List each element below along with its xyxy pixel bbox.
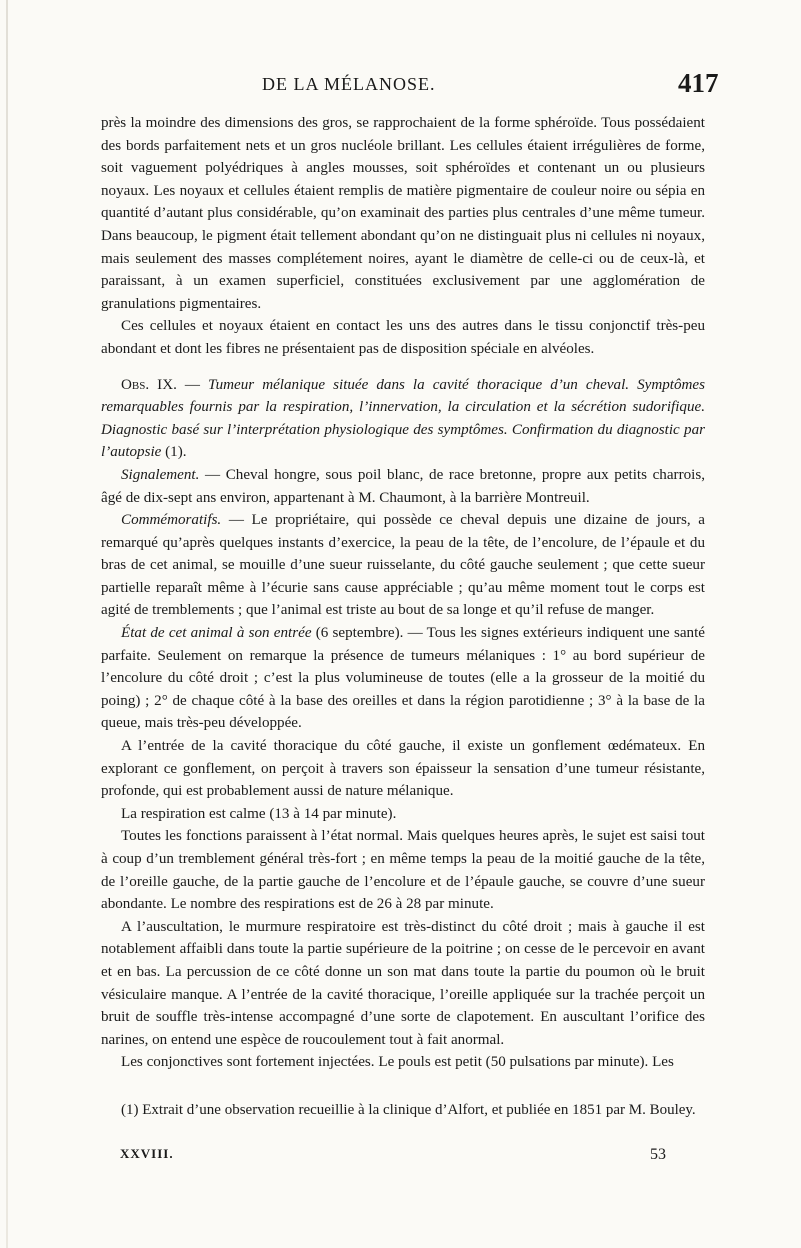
signalement-label: Signalement. [121,466,200,483]
paragraph-commemoratifs [101,509,705,622]
page-header [0,68,801,104]
running-title: DE LA MÉLANOSE. [262,74,436,94]
commemoratifs-text: — Le propriétaire, qui possède ce cheval depuis une dizaine de jours, a remarqué qu’après quelques instants d’exercice, la peau de la tête, de l’encolure, de l’épaule et du bras de cet animal, se mouille d’une sueur ruisselante, du côté gauche seulement ; que cette sueur partielle reparaît même à l’écurie sans cause appréciable ; qu’au même moment tout le corps est agité de tremblements ; que l’animal est triste au bout de sa longe et qu’il refuse de manger. [101,512,705,619]
paragraph-auscultation: A l’auscultation, le murmure respiratoire est très-distinct du côté droit ; mais à gauche il est notablement affaibli dans toute la partie supérieure de la poitrine ; on cesse de le percevoir en avant et en bas. La percussion de ce côté donne un son mat dans toute la partie du poumon où le bruit vésiculaire manque. A l’entrée de la cavité thoracique, l’oreille appliquée sur la trachée perçoit un bruit de souffle très-intense accompagné d’une sorte de clapotement. En auscultant l’orifice des narines, on entend une espèce de roucoulement tout à fait anormal. [101,918,705,1048]
footnote-1: (1) Extrait d’une observation recueillie à la clinique d’Alfort, et publiée en 1851 par M. Bouley. [121,1102,696,1118]
scan-edge [6,0,8,1248]
footnote-reference: (1). [161,444,187,461]
paragraph-continuation: près la moindre des dimensions des gros, se rapprochaient de la forme sphéroïde. Tous possédaient des bords parfaitement nets et un gros nucléole brillant. Les cellules étaient irrégulières de forme, soit vaguement polyédriques à angles mousses, soit sphéroïdes et contenant un ou plusieurs noyaux. Les noyaux et cellules étaient remplis de matière pigmentaire de couleur noire ou sépia en quantité d’autant plus considérable, qu’on examinait des parties plus centrales d’une même tumeur. Dans beaucoup, le pigment était tellement abondant qu’on ne distinguait plus ni cellules ni noyaux, mais seulement des masses complétement noires, ayant le diamètre de celle-ci ou de ceux-là, et paraissant, à un examen superficiel, constituées exclusivement par une agglomération de granulations pigmentaires. [101,115,705,312]
paragraph-signalement [101,464,705,509]
footnotes [101,1099,705,1121]
paragraph-conjonctives: Les conjonctives sont fortement injectées. Le pouls est petit (50 pulsations par minute). Les [121,1054,674,1071]
paragraph-respiration: La respiration est calme (13 à 14 par minute). [121,805,397,822]
commemoratifs-label: Commémoratifs. [121,512,222,529]
page-number: 417 [678,68,719,98]
sheet-number: 53 [650,1146,666,1163]
printer-signature: XXVIII. [120,1146,174,1161]
paragraph-etat [101,622,705,735]
observation-title: Tumeur mélanique située dans la cavité thoracique d’un cheval. Symptômes remarquables fournis par la respiration, l’innervation, la circulation et la sécrétion sudorifique. Diagnostic basé sur l’interprétation physiologique des symptômes. Confirmation du diagnostic par l’autopsie [101,376,705,461]
etat-label: État de cet animal à son entrée [121,625,312,642]
etat-text: (6 septembre). — Tous les signes extérieurs indiquent une santé parfaite. Seulement on remarque la présence de tumeurs mélaniques : 1° au bord supérieur de l’encolure du côté droit ; c’est la plus volumineuse de toutes (elle a la grosseur de la moitié du poing) ; 2° de chaque côté à la base des oreilles et dans la région parotidienne ; 3° à la base de la queue, mais très-peu développée. [101,625,705,732]
signalement-text: — Cheval hongre, sous poil blanc, de race bretonne, propre aux petits charrois, âgé de dix-sept ans environ, appartenant à M. Chaumont, à la barrière Montreuil. [101,466,705,506]
observation-dash: — [176,376,209,393]
paragraph-fonctions: Toutes les fonctions paraissent à l’état normal. Mais quelques heures après, le sujet est saisi tout à coup d’un tremblement général très-fort ; en même temps la peau de la moitié gauche de la tête, de l’oreille gauche, de la partie gauche de l’encolure et de l’épaule gauche, se couvre d’une sueur abondante. Le nombre des respirations est de 26 à 28 par minute. [101,828,705,913]
observation-heading [101,374,705,464]
paragraph-entree-thorax: A l’entrée de la cavité thoracique du côté gauche, il existe un gonflement œdémateux. En explorant ce gonflement, on perçoit à travers son épaisseur la sensation d’une tumeur résistante, profonde, qui est probablement aussi de nature mélanique. [101,738,705,800]
paragraph-cells-nuclei: Ces cellules et noyaux étaient en contact les uns des autres dans le tissu conjonctif très-peu abondant et dont les fibres ne présentaient pas de disposition spéciale en alvéoles. [101,318,705,357]
body-text [101,112,705,1074]
observation-label: Obs. IX. [121,376,177,393]
